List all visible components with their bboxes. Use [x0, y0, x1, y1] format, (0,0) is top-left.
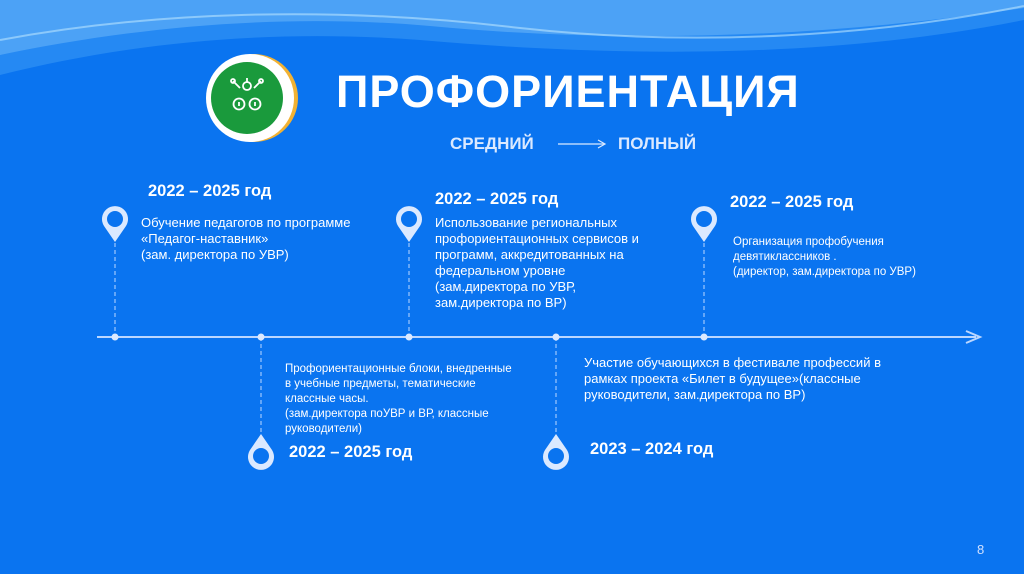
map-pin-icon	[396, 206, 422, 242]
text-line: (директор, зам.директора по УВР)	[733, 266, 916, 278]
text-line: федеральном уровне	[435, 263, 566, 278]
subtitle-from: СРЕДНИЙ	[450, 134, 534, 153]
milestone-text	[435, 215, 639, 311]
text-line: (зам.директора поУВР и ВР, классные	[285, 408, 489, 420]
text-line: классные часы.	[285, 393, 369, 405]
map-pin-icon	[691, 206, 717, 242]
text-line: в учебные предметы, тематические	[285, 378, 476, 390]
milestone-year: 2022 – 2025 год	[435, 190, 559, 208]
page-title: ПРОФОРИЕНТАЦИЯ	[336, 66, 800, 117]
text-line: зам.директора по ВР)	[435, 295, 567, 310]
milestone-year: 2022 – 2025 год	[730, 193, 854, 211]
text-line: (зам. директора по УВР)	[141, 247, 289, 262]
milestone-text	[733, 235, 916, 280]
text-line: девятиклассников .	[733, 251, 837, 263]
text-line: программ, аккредитованных на	[435, 247, 624, 262]
text-line: руководители)	[285, 423, 362, 435]
text-line: руководители, зам.директора по ВР)	[584, 387, 806, 402]
text-line: «Педагог-наставник»	[141, 231, 269, 246]
map-pin-icon	[543, 434, 569, 470]
text-line: Организация профобучения	[733, 236, 884, 248]
subtitle-to: ПОЛНЫЙ	[618, 134, 697, 153]
text-line: (зам.директора по УВР,	[435, 279, 576, 294]
text-line: профориентационных сервисов и	[435, 231, 639, 246]
page-number: 8	[977, 542, 985, 557]
text-line: Обучение педагогов по программе	[141, 215, 351, 230]
text-line: Использование региональных	[435, 215, 617, 230]
map-pin-icon	[102, 206, 128, 242]
map-pin-icon	[248, 434, 274, 470]
milestone-text	[285, 362, 512, 437]
milestone-text	[141, 215, 350, 263]
milestone-year: 2022 – 2025 год	[148, 182, 272, 200]
milestone-year: 2023 – 2024 год	[590, 440, 714, 458]
text-line: рамках проекта «Билет в будущее»(классные	[584, 371, 861, 386]
milestone-year: 2022 – 2025 год	[289, 443, 413, 461]
text-line: Участие обучающихся в фестивале профессий в	[584, 355, 881, 370]
milestone-text	[584, 355, 881, 403]
text-line: Профориентационные блоки, внедренные	[285, 363, 512, 375]
